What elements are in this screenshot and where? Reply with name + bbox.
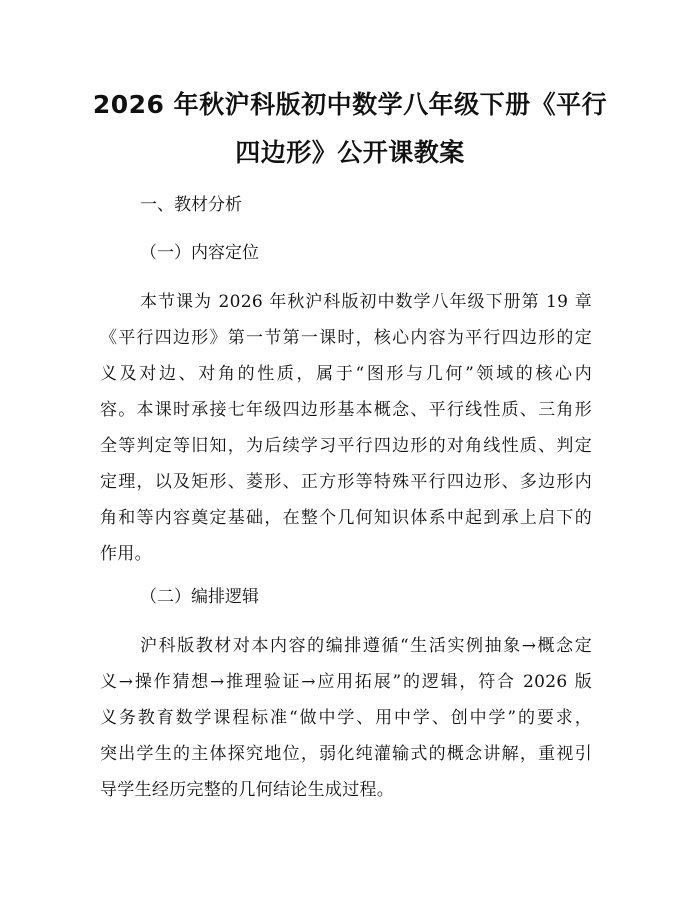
paragraph-1-line: 定理，以及矩形、菱形、正方形等特殊平行四边形、多边形内	[100, 472, 592, 492]
paragraph-1-line: 全等判定等旧知，为后续学习平行四边形的对角线性质、判定	[100, 436, 592, 456]
paragraph-2-line: 义务教育数学课程标准“做中学、用中学、创中学”的要求，	[100, 708, 592, 728]
paragraph-2-line: 突出学生的主体探究地位，弱化纯灌输式的概念讲解，重视引	[100, 744, 592, 764]
subsection-heading-content-positioning: （一）内容定位	[140, 243, 259, 263]
section-heading-teaching-material-analysis: 一、教材分析	[140, 195, 242, 215]
paragraph-1-line: 《平行四边形》第一节第一课时，核心内容为平行四边形的定	[100, 328, 592, 348]
paragraph-2-line: 沪科版教材对本内容的编排遵循“生活实例抽象→概念定	[140, 636, 592, 656]
subsection-heading-arrangement-logic: （二）编排逻辑	[140, 587, 259, 607]
paragraph-1-line: 本节课为 2026 年秋沪科版初中数学八年级下册第 19 章	[140, 292, 592, 312]
paragraph-1-line: 义及对边、对角的性质，属于“图形与几何”领域的核心内	[100, 364, 592, 384]
paragraph-1-line: 角和等内容奠定基础，在整个几何知识体系中起到承上启下的	[100, 508, 592, 528]
document-title-line-2: 四边形》公开课教案	[235, 138, 465, 167]
document-title-line-1: 2026 年秋沪科版初中数学八年级下册《平行	[92, 90, 608, 119]
paragraph-1-line: 容。本课时承接七年级四边形基本概念、平行线性质、三角形	[100, 400, 592, 420]
paragraph-1-line: 作用。	[100, 544, 152, 564]
paragraph-2-line: 导学生经历完整的几何结论生成过程。	[100, 780, 395, 800]
paragraph-2-line: 义→操作猜想→推理验证→应用拓展”的逻辑，符合 2026 版	[100, 672, 592, 692]
